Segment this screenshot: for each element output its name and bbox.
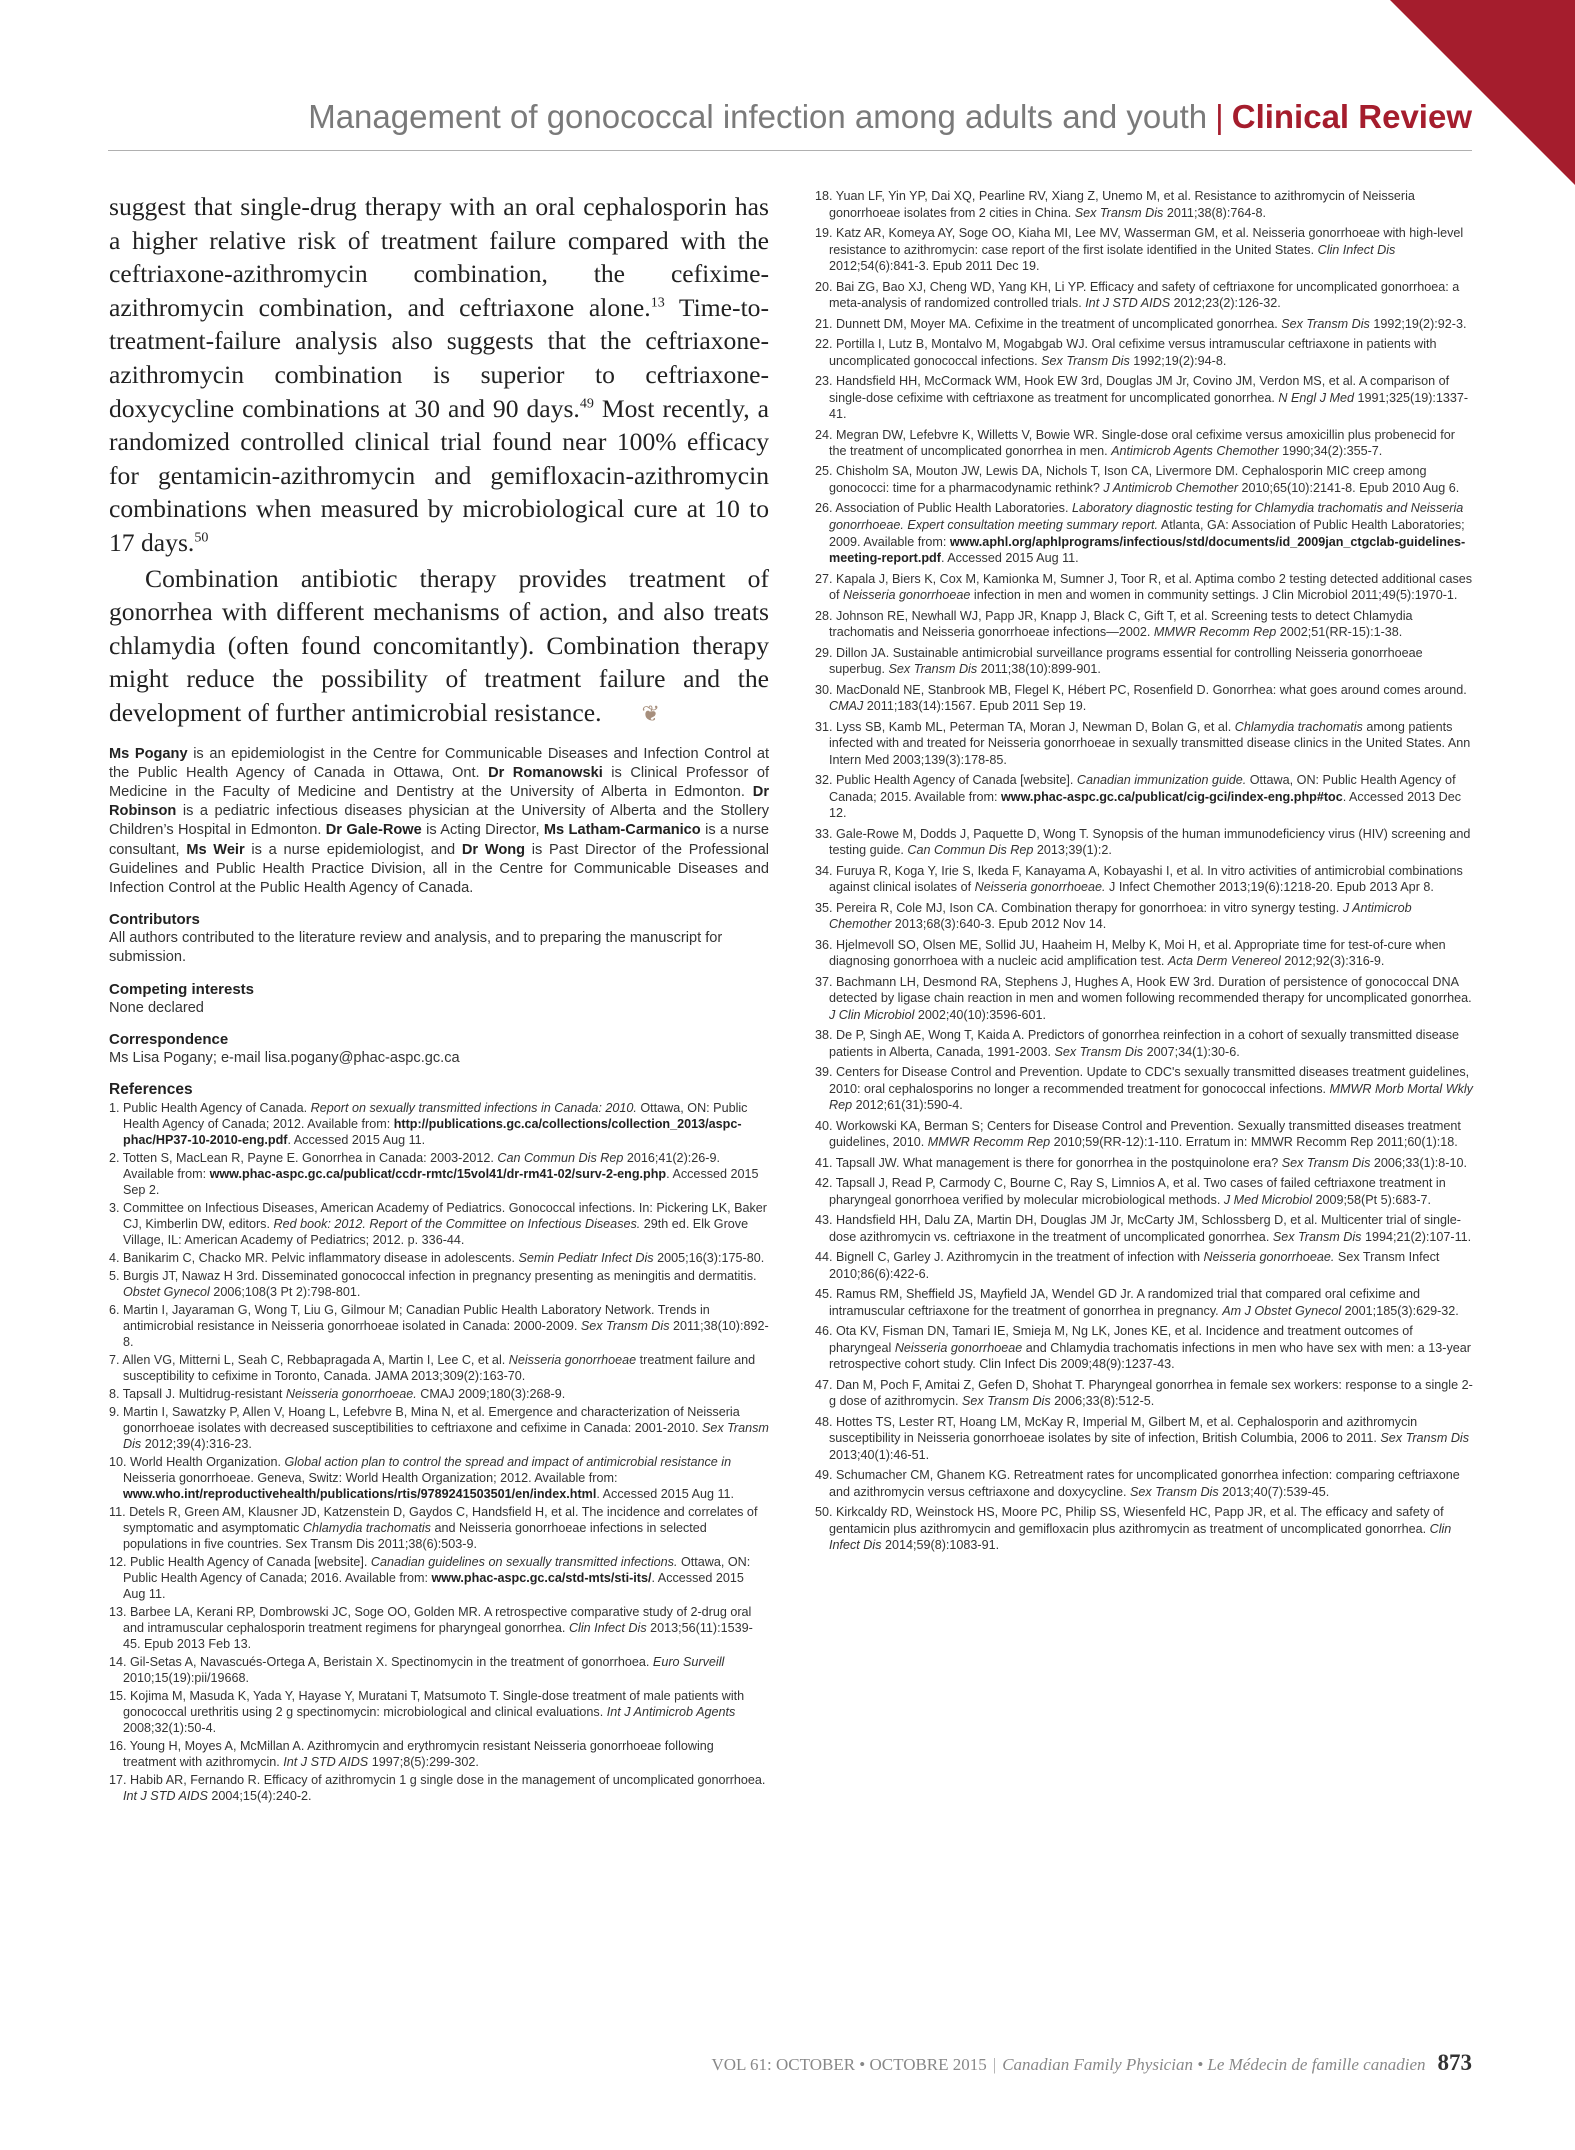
maple-leaf-icon: ❦ xyxy=(641,700,660,726)
reference-number: 25 xyxy=(815,464,830,479)
reference-item: 44. Bignell C, Garley J. Azithromycin in the treatment of infection with Neisseria gonorrhoeae. Sex Transm Infect 2010;86(6):422-6. xyxy=(815,1250,1440,1281)
reference-number: 36 xyxy=(815,937,830,952)
reference-item: 32. Public Health Agency of Canada [website]. Canadian immunization guide. Ottawa, ON: Public Health Agency of Canada; 2015. Available from: www.phac-aspc.gc.ca/publicat/cig-gci/index-eng.php#toc. Accessed 2013 Dec 12. xyxy=(815,773,1462,821)
references-heading: References xyxy=(109,1080,193,1098)
reference-number: 13 xyxy=(109,1604,124,1619)
header-separator: | xyxy=(1215,98,1224,135)
competing-interests-text: None declared xyxy=(109,999,204,1016)
reference-number: 24 xyxy=(815,427,830,442)
reference-item: 1. Public Health Agency of Canada. Report on sexually transmitted infections in Canada: 2010. Ottawa, ON: Public Health Agency of Canada; 2012. Available from: http://publications.gc.ca/collections/collection_2013/aspc-phac/HP37-10-2010-eng.pdf. Accessed 2015 Aug 11. xyxy=(109,1100,748,1147)
reference-item: 33. Gale-Rowe M, Dodds J, Paquette D, Wong T. Synopsis of the human immunodeficiency virus (HIV) screening and testing guide. Can Commun Dis Rep 2013;39(1):2. xyxy=(815,826,1471,858)
contributors-text: All authors contributed to the literature review and analysis, and to preparing the manuscript for submission. xyxy=(109,930,723,966)
reference-item: 43. Handsfield HH, Dalu ZA, Martin DH, Douglas JM Jr, McCarty JM, Schlossberg D, et al. Multicenter trial of single-dose azithromycin vs. ceftriaxone in the treatment of uncomplicated gonorrhea. Sex Transm Dis 1994;21(2):107-11. xyxy=(815,1213,1472,1244)
reference-item: 39. Centers for Disease Control and Prevention. Update to CDC's sexually transmitted diseases treatment guidelines, 2010: oral cephalosporins no longer a recommended treatment for gonococcal infections. MMWR Morb Mortal Wkly Rep 2012;61(31):590-4. xyxy=(815,1065,1473,1113)
reference-item: 3. Committee on Infectious Diseases, American Academy of Pediatrics. Gonococcal infections. In: Pickering LK, Baker CJ, Kimberlin DW, editors. Red book: 2012. Report of the Committee on Infectious Diseases. 29th ed. Elk Grove Village, IL: American Academy of Pediatrics; 2012. p. 336-44. xyxy=(109,1200,767,1247)
reference-number: 19 xyxy=(815,225,830,240)
reference-number: 28 xyxy=(815,608,830,623)
correspondence-text: Ms Lisa Pogany; e-mail lisa.pogany@phac-aspc.gc.ca xyxy=(109,1049,460,1066)
citation[interactable]: 49 xyxy=(579,395,594,412)
reference-number: 29 xyxy=(815,645,830,660)
reference-url-link[interactable]: www.phac-aspc.gc.ca/std-mts/sti-its/ xyxy=(431,1570,652,1585)
reference-number: 4 xyxy=(109,1250,117,1265)
reference-item: 4. Banikarim C, Chacko MR. Pelvic inflammatory disease in adolescents. Semin Pediatr Infect Dis 2005;16(3):175-80. xyxy=(109,1250,765,1265)
reference-item: 22. Portilla I, Lutz B, Montalvo M, Mogabgab WJ. Oral cefixime versus intramuscular ceftriaxone in patients with uncomplicated gonococcal infections. Sex Transm Dis 1992;19(2):94-8. xyxy=(815,336,1437,368)
header-title: Management of gonococcal infection among adults and youth xyxy=(308,98,1208,135)
reference-url-link[interactable]: www.who.int/reproductivehealth/publications/rtis/9789241503501/en/index.html xyxy=(123,1486,597,1501)
reference-number: 11 xyxy=(109,1504,123,1519)
reference-url-link[interactable]: www.phac-aspc.gc.ca/publicat/ccdr-rmtc/15vol41/dr-rm41-02/surv-2-eng.php xyxy=(209,1166,667,1181)
reference-item: 18. Yuan LF, Yin YP, Dai XQ, Pearline RV, Xiang Z, Unemo M, et al. Resistance to azithromycin of Neisseria gonorrhoeae isolates from 2 cities in China. Sex Transm Dis 2011;38(8):764-8. xyxy=(815,189,1415,220)
reference-number: 23 xyxy=(815,373,830,388)
reference-item: 48. Hottes TS, Lester RT, Hoang LM, McKay R, Imperial M, Gilbert M, et al. Cephalosporin and azithromycin susceptibility in Neisseria gonorrhoeae isolates by site of infection, British Columbia, 2006 to 2011. Sex Transm Dis 2013;40(1):46-51. xyxy=(815,1414,1470,1462)
reference-item: 15. Kojima M, Masuda K, Yada Y, Hayase Y, Muratani T, Matsumoto T. Single-dose treatment of male patients with gonococcal urethritis using 2 g spectinomycin: microbiological and clinical evaluations. Int J Antimicrob Agents 2008;32(1):50-4. xyxy=(109,1688,745,1735)
reference-number: 33 xyxy=(815,826,830,841)
page-number: 873 xyxy=(1437,2050,1472,2075)
right-column xyxy=(815,188,1475,1558)
reference-number: 10 xyxy=(109,1454,124,1469)
reference-item: 12. Public Health Agency of Canada [website]. Canadian guidelines on sexually transmitted infections. Ottawa, ON: Public Health Agency of Canada; 2016. Available from: www.phac-aspc.gc.ca/std-mts/sti-its/. Accessed 2015 Aug 11. xyxy=(109,1554,751,1601)
reference-number: 44 xyxy=(815,1250,830,1265)
reference-item: 11. Detels R, Green AM, Klausner JD, Katzenstein D, Gaydos C, Handsfield H, et al. The incidence and correlates of symptomatic and asymptomatic Chlamydia trachomatis and Neisseria gonorrhoeae infections in selected populations in five countries. Sex Transm Dis 2011;38(6):503-9. xyxy=(109,1504,758,1551)
reference-item: 13. Barbee LA, Kerani RP, Dombrowski JC, Soge OO, Golden MR. A retrospective comparative study of 2-drug oral and intramuscular cephalosporin treatment regimens for pharyngeal gonorrhea. Clin Infect Dis 2013;56(11):1539-45. Epub 2013 Feb 13. xyxy=(109,1604,753,1651)
reference-item: 6. Martin I, Jayaraman G, Wong T, Liu G, Gilmour M; Canadian Public Health Laboratory Network. Trends in antimicrobial resistance in Neisseria gonorrhoeae isolated in Canada: 2000-2009. Sex Transm Dis 2011;38(10):892-8. xyxy=(109,1302,769,1349)
reference-number: 32 xyxy=(815,773,830,788)
reference-item: 23. Handsfield HH, McCormack WM, Hook EW 3rd, Douglas JM Jr, Covino JM, Verdon MS, et al. A comparison of single-dose cefixime with ceftriaxone as treatment for uncomplicated gonorrhea. N Engl J Med 1991;325(19):1337-41. xyxy=(815,373,1469,422)
reference-item: 8. Tapsall J. Multidrug-resistant Neisseria gonorrhoeae. CMAJ 2009;180(3):268-9. xyxy=(109,1386,566,1401)
reference-number: 45 xyxy=(815,1287,830,1302)
footer-volume: VOL 61: OCTOBER • OCTOBRE 2015 xyxy=(711,2055,987,2074)
reference-item: 28. Johnson RE, Newhall WJ, Papp JR, Knapp J, Black C, Gift T, et al. Screening tests to detect Chlamydia trachomatis and Neisseria gonorrhoeae infections—2002. MMWR Recomm Rep 2002;51(RR-15):1-38. xyxy=(815,608,1413,640)
reference-item: 10. World Health Organization. Global action plan to control the spread and impact of antimicrobial resistance in Neisseria gonorrhoeae. Geneva, Switz: World Health Organization; 2012. Available from: www.who.int/reproductivehealth/publications/rtis/9789241503501/en/index.html. Accessed 2015 Aug 11. xyxy=(109,1454,735,1501)
reference-item: 20. Bai ZG, Bao XJ, Cheng WD, Yang KH, Li YP. Efficacy and safety of ceftriaxone for uncomplicated gonorrhoea: a meta-analysis of randomized controlled trials. Int J STD AIDS 2012;23(2):126-32. xyxy=(815,279,1460,311)
reference-item: 21. Dunnett DM, Moyer MA. Cefixime in the treatment of uncomplicated gonorrhea. Sex Transm Dis 1992;19(2):92-3. xyxy=(815,316,1467,331)
footer-journal: Canadian Family Physician • Le Médecin de famille canadien xyxy=(1002,2055,1426,2074)
author-bios: Ms Pogany is an epidemiologist in the Centre for Communicable Diseases and Infection Control at the Public Health Agency of Canada in Ottawa, Ont. Dr Romanowski is Clinical Professor of Medicine in the Faculty of Medicine and Dentistry at the University of Alberta in Edmonton. Dr Robinson is a pediatric infectious diseases physician at the University of Alberta and the Stollery Children’s Hospital in Edmonton. Dr Gale-Rowe is Acting Director, Ms Latham-Carmanico is a nurse consultant, Ms Weir is a nurse epidemiologist, and Dr Wong is Past Director of the Professional Guidelines and Public Health Practice Division, all in the Centre for Communicable Diseases and Infection Control at the Public Health Agency of Canada. xyxy=(109,745,770,896)
reference-number: 6 xyxy=(109,1302,117,1317)
contributors-heading: Contributors xyxy=(109,911,200,929)
reference-number: 40 xyxy=(815,1118,830,1133)
reference-number: 18 xyxy=(815,189,830,203)
reference-number: 21 xyxy=(815,316,830,331)
reference-item: 46. Ota KV, Fisman DN, Tamari IE, Smieja M, Ng LK, Jones KE, et al. Incidence and treatment outcomes of pharyngeal Neisseria gonorrhoeae and Chlamydia trachomatis infections in men who have sex with men: a 13-year retrospective cohort study. Clin Infect Dis 2009;48(9):1237-43. xyxy=(815,1324,1471,1372)
reference-number: 15 xyxy=(109,1688,124,1703)
reference-item: 9. Martin I, Sawatzky P, Allen V, Hoang L, Lefebvre B, Mina N, et al. Emergence and characterization of Neisseria gonorrhoeae isolates with decreased susceptibilities to ceftriaxone and cefixime in Canada: 2001-2010. Sex Transm Dis 2012;39(4):316-23. xyxy=(109,1404,769,1451)
reference-number: 34 xyxy=(815,863,830,878)
reference-number: 20 xyxy=(815,279,830,294)
reference-item: 47. Dan M, Poch F, Amitai Z, Gefen D, Shohat T. Pharyngeal gonorrhea in female sex workers: response to a single 2-g dose of azithromycin. Sex Transm Dis 2006;33(8):512-5. xyxy=(815,1377,1473,1409)
reference-list-left xyxy=(109,1100,769,1804)
page-footer xyxy=(711,2050,1472,2076)
reference-item: 38. De P, Singh AE, Wong T, Kaida A. Predictors of gonorrhea reinfection in a cohort of sexually transmitted disease patients in Alberta, Canada, 1991-2003. Sex Transm Dis 2007;34(1):30-6. xyxy=(815,1028,1460,1059)
reference-item: 19. Katz AR, Komeya AY, Soge OO, Kiaha MI, Lee MV, Wasserman GM, et al. Neisseria gonorrhoeae with high-level resistance to azithromycin: case report of the first isolate identified in the United States. Clin Infect Dis 2012;54(6):841-3. Epub 2011 Dec 19. xyxy=(815,225,1464,274)
reference-item: 50. Kirkcaldy RD, Weinstock HS, Moore PC, Philip SS, Wiesenfeld HC, Papp JR, et al. The efficacy and safety of gentamicin plus azithromycin and gemifloxacin plus azithromycin as treatment of uncomplicated gonorrhea. Clin Infect Dis 2014;59(8):1083-91. xyxy=(815,1505,1452,1553)
reference-number: 42 xyxy=(815,1176,830,1191)
reference-number: 3 xyxy=(109,1200,117,1215)
reference-number: 9 xyxy=(109,1404,117,1419)
reference-item: 25. Chisholm SA, Mouton JW, Lewis DA, Nichols T, Ison CA, Livermore DM. Cephalosporin MIC creep among gonococci: time for a pharmacodynamic rethink? J Antimicrob Chemother 2010;65(10):2141-8. Epub 2010 Aug 6. xyxy=(815,464,1460,496)
reference-item: 5. Burgis JT, Nawaz H 3rd. Disseminated gonococcal infection in pregnancy presenting as meningitis and dermatitis. Obstet Gynecol 2006;108(3 Pt 2):798-801. xyxy=(109,1268,757,1299)
reference-number: 39 xyxy=(815,1065,830,1080)
reference-url-link[interactable]: www.phac-aspc.gc.ca/publicat/cig-gci/index-eng.php#toc xyxy=(1001,789,1343,804)
body-paragraph-1: suggest that single-drug therapy with an oral cephalosporin has a higher relative risk of treatment failure compared with the ceftriaxone-azithromycin combination, the cefixime-azithromycin combination, and ceftriaxone alone.$^{13}$ Time-to-treatment-failure analysis also suggests that the ceftriaxone-azithromycin combination is superior to ceftriaxone-doxycycline combinations at 30 and 90 days.$^{49}$ Most recently, a randomized controlled clinical trial found near 100% efficacy for gentamicin-azithromycin and gemifloxacin-azithromycin combinations when measured by microbiological cure at 10 to 17 days.$^{50}$ xyxy=(109,192,769,557)
reference-number: 49 xyxy=(815,1468,830,1483)
reference-item: 37. Bachmann LH, Desmond RA, Stephens J, Hughes A, Hook EW 3rd. Duration of persistence of gonococcal DNA detected by ligase chain reaction in men and women following recommended therapy for uncomplicated gonorrhea. J Clin Microbiol 2002;40(10):3596-601. xyxy=(815,974,1472,1022)
competing-interests-heading: Competing interests xyxy=(109,980,255,998)
reference-item: 35. Pereira R, Cole MJ, Ison CA. Combination therapy for gonorrhoea: in vitro synergy testing. J Antimicrob Chemother 2013;68(3):640-3. Epub 2012 Nov 14. xyxy=(815,900,1412,932)
reference-item: 49. Schumacher CM, Ghanem KG. Retreatment rates for uncomplicated gonorrhea infection: comparing ceftriaxone and azithromycin versus ceftriaxone and doxycycline. Sex Transm Dis 2013;40(7):539-45. xyxy=(815,1468,1460,1499)
reference-number: 14 xyxy=(109,1654,124,1669)
reference-item: 7. Allen VG, Mitterni L, Seah C, Rebbapragada A, Martin I, Lee C, et al. Neisseria gonorrhoeae treatment failure and susceptibility to cefixime in Toronto, Canada. JAMA 2013;309(2):163-70. xyxy=(109,1352,756,1383)
reference-url-link[interactable]: www.aphl.org/aphlprograms/infectious/std/documents/id_2009jan_ctgclab-guidelines-meeting-report.pdf xyxy=(829,534,1466,566)
reference-list-right xyxy=(815,188,1475,1554)
reference-number: 31 xyxy=(815,719,830,734)
reference-number: 27 xyxy=(815,571,830,586)
reference-item: 30. MacDonald NE, Stanbrook MB, Flegel K, Hébert PC, Rosenfield D. Gonorrhea: what goes around comes around. CMAJ 2011;183(14):1567. Epub 2011 Sep 19. xyxy=(815,682,1467,714)
email-link[interactable]: lisa.pogany@phac-aspc.gc.ca xyxy=(264,1049,460,1066)
reference-number: 1 xyxy=(109,1100,117,1115)
reference-number: 30 xyxy=(815,682,830,697)
reference-number: 12 xyxy=(109,1554,124,1569)
reference-number: 46 xyxy=(815,1324,830,1339)
reference-number: 26 xyxy=(815,501,830,516)
reference-number: 2 xyxy=(109,1150,117,1165)
corner-accent xyxy=(1390,0,1575,185)
reference-item: 29. Dillon JA. Sustainable antimicrobial surveillance programs essential for controlling Neisseria gonorrhoeae superbug. Sex Transm Dis 2011;38(10):899-901. xyxy=(815,645,1423,677)
reference-item: 45. Ramus RM, Sheffield JS, Mayfield JA, Wendel GD Jr. A randomized trial that compared oral cefixime and intramuscular ceftriaxone for the treatment of gonorrhea in pregnancy. Am J Obstet Gynecol 2001;185(3):629-32. xyxy=(815,1287,1459,1318)
reference-item: 41. Tapsall JW. What management is there for gonorrhea in the postquinolone era? Sex Transm Dis 2006;33(1):8-10. xyxy=(815,1155,1467,1170)
citation[interactable]: 50 xyxy=(194,529,209,546)
reference-number: 43 xyxy=(815,1213,830,1228)
reference-number: 8 xyxy=(109,1386,117,1401)
reference-number: 47 xyxy=(815,1377,830,1392)
citation[interactable]: 13 xyxy=(650,294,665,311)
reference-item: 31. Lyss SB, Kamb ML, Peterman TA, Moran J, Newman D, Bolan G, et al. Chlamydia trachomatis among patients infected with and treated for Neisseria gonorrhoeae in sexually transmitted disease clinics in the United States. Ann Intern Med 2003;139(3):178-85. xyxy=(815,719,1471,767)
header-section: Clinical Review xyxy=(1231,98,1472,135)
reference-item: 24. Megran DW, Lefebvre K, Willetts V, Bowie WR. Single-dose oral cefixime versus amoxicillin plus probenecid for the treatment of uncomplicated gonorrhea in men. Antimicrob Agents Chemother 1990;34(2):355-7. xyxy=(815,427,1455,459)
reference-item: 42. Tapsall J, Read P, Carmody C, Bourne C, Ray S, Limnios A, et al. Two cases of failed ceftriaxone treatment in pharyngeal gonorrhoea verified by molecular microbiological methods. J Med Microbiol 2009;58(Pt 5):683-7. xyxy=(815,1176,1446,1207)
reference-item: 2. Totten S, MacLean R, Payne E. Gonorrhea in Canada: 2003-2012. Can Commun Dis Rep 2016;41(2):26-9. Available from: www.phac-aspc.gc.ca/publicat/ccdr-rmtc/15vol41/dr-rm41-02/surv-2-eng.php. Accessed 2015 Sep 2. xyxy=(109,1150,759,1197)
body-paragraph-2: Combination antibiotic therapy provides treatment of gonorrhea with different mechanisms of action, and also treats chlamydia (often found concomitantly). Combination therapy might reduce the possibility of treatment failure and the development of further antimicrobial resistance. ❦ xyxy=(109,562,769,731)
reference-number: 7 xyxy=(109,1352,117,1367)
reference-item: 14. Gil-Setas A, Navascués-Ortega A, Beristain X. Spectinomycin in the treatment of gonorrhoea. Euro Surveill 2010;15(19):pii/19668. xyxy=(109,1654,725,1685)
reference-number: 22 xyxy=(815,336,830,351)
reference-item: 16. Young H, Moyes A, McMillan A. Azithromycin and erythromycin resistant Neisseria gonorrhoeae following treatment with azithromycin. Int J STD AIDS 1997;8(5):299-302. xyxy=(109,1738,714,1769)
reference-number: 5 xyxy=(109,1268,117,1283)
left-column xyxy=(109,190,769,1806)
reference-number: 35 xyxy=(815,900,830,915)
header-rule xyxy=(108,150,1472,151)
reference-number: 48 xyxy=(815,1414,830,1429)
running-header xyxy=(308,98,1472,136)
reference-number: 38 xyxy=(815,1028,830,1043)
reference-url-link[interactable]: http://publications.gc.ca/collections/collection_2013/aspc-phac/HP37-10-2010-eng.pdf xyxy=(123,1116,742,1147)
reference-item: 34. Furuya R, Koga Y, Irie S, Ikeda F, Kanayama A, Kobayashi I, et al. In vitro activities of antimicrobial combinations against clinical isolates of Neisseria gonorrhoeae. J Infect Chemother 2013;19(6):1218-20. Epub 2013 Apr 8. xyxy=(815,863,1463,895)
reference-item: 36. Hjelmevoll SO, Olsen ME, Sollid JU, Haaheim H, Melby K, Moi H, et al. Appropriate time for test-of-cure when diagnosing gonorrhoea with a nucleic acid amplification test. Acta Derm Venereol 2012;92(3):316-9. xyxy=(815,937,1446,969)
reference-item: 40. Workowski KA, Berman S; Centers for Disease Control and Prevention. Sexually transmitted diseases treatment guidelines, 2010. MMWR Recomm Rep 2010;59(RR-12):1-110. Erratum in: MMWR Recomm Rep 2011;60(1):18. xyxy=(815,1118,1461,1150)
reference-item: 17. Habib AR, Fernando R. Efficacy of azithromycin 1 g single dose in the management of uncomplicated gonorrhoea. Int J STD AIDS 2004;15(4):240-2. xyxy=(109,1772,766,1803)
reference-number: 16 xyxy=(109,1738,124,1753)
correspondence-heading: Correspondence xyxy=(109,1030,229,1048)
reference-number: 17 xyxy=(109,1772,124,1787)
reference-item: 27. Kapala J, Biers K, Cox M, Kamionka M, Sumner J, Toor R, et al. Aptima combo 2 testing detected additional cases of Neisseria gonorrhoeae infection in men and women in community settings. J Clin Microbiol 2011;49(5):1970-1. xyxy=(815,571,1473,603)
reference-item: 26. Association of Public Health Laboratories. Laboratory diagnostic testing for Chlamydia trachomatis and Neisseria gonorrhoeae. Expert consultation meeting summary report. Atlanta, GA: Association of Public Health Laboratories; 2009. Available from: www.aphl.org/aphlprograms/infectious/std/documents/id_2009jan_ctgclab-guidelines-meeting-report.pdf. Accessed 2015 Aug 11. xyxy=(815,501,1466,566)
reference-number: 37 xyxy=(815,974,830,989)
footer-separator: | xyxy=(992,2055,997,2074)
reference-number: 41 xyxy=(815,1155,830,1170)
reference-number: 50 xyxy=(815,1505,830,1520)
